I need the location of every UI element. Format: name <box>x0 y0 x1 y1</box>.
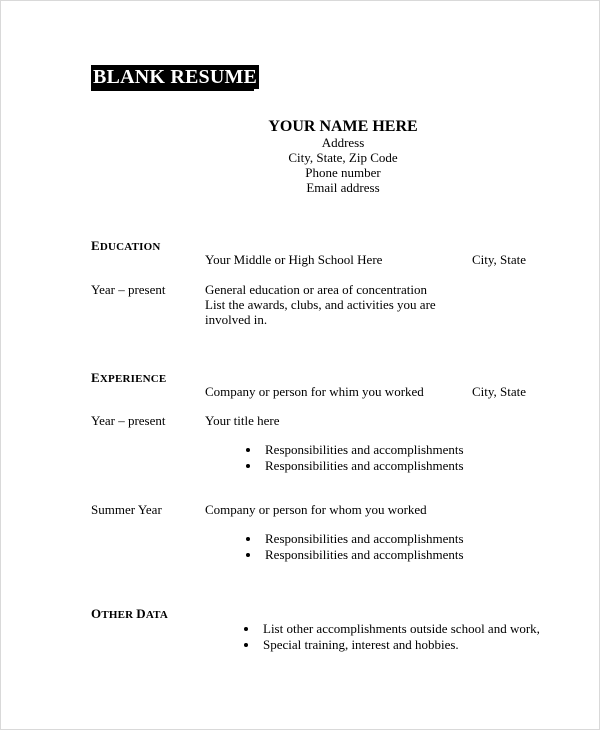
contact-name: YOUR NAME HERE <box>268 118 418 135</box>
list-item: Responsibilities and accomplishments <box>243 458 464 474</box>
contact-address: Address <box>321 135 365 150</box>
job-company: Company or person for whim you worked <box>205 384 424 399</box>
contact-city-state-zip: City, State, Zip Code <box>288 150 398 165</box>
other-data-heading: OTHER DATA <box>91 606 169 621</box>
job-location: City, State <box>472 384 527 399</box>
education-line: involved in. <box>205 312 268 327</box>
contact-phone: Phone number <box>305 165 381 180</box>
job-dates: Year – present <box>91 413 166 428</box>
job-bullets <box>243 442 464 474</box>
list-item: List other accomplishments outside school and work, <box>241 621 540 637</box>
title-underline <box>91 89 254 91</box>
list-item: Responsibilities and accomplishments <box>243 442 464 458</box>
job-bullets <box>243 531 464 563</box>
other-bullets <box>241 621 540 653</box>
education-line: General education or area of concentration <box>205 282 427 297</box>
education-school: Your Middle or High School Here <box>205 252 383 267</box>
education-dates: Year – present <box>91 282 166 297</box>
document-title: BLANK RESUME <box>93 66 258 88</box>
education-location: City, State <box>472 252 527 267</box>
list-item: Responsibilities and accomplishments <box>243 547 464 563</box>
education-heading: EDUCATION <box>91 238 161 253</box>
experience-heading: EXPERIENCE <box>91 370 167 385</box>
contact-email: Email address <box>306 180 380 195</box>
job-company: Company or person for whom you worked <box>205 502 427 517</box>
list-item: Responsibilities and accomplishments <box>243 531 464 547</box>
education-line: List the awards, clubs, and activities you are <box>205 297 436 312</box>
job-title: Your title here <box>205 413 280 428</box>
list-item: Special training, interest and hobbies. <box>241 637 540 653</box>
job-dates: Summer Year <box>91 502 162 517</box>
